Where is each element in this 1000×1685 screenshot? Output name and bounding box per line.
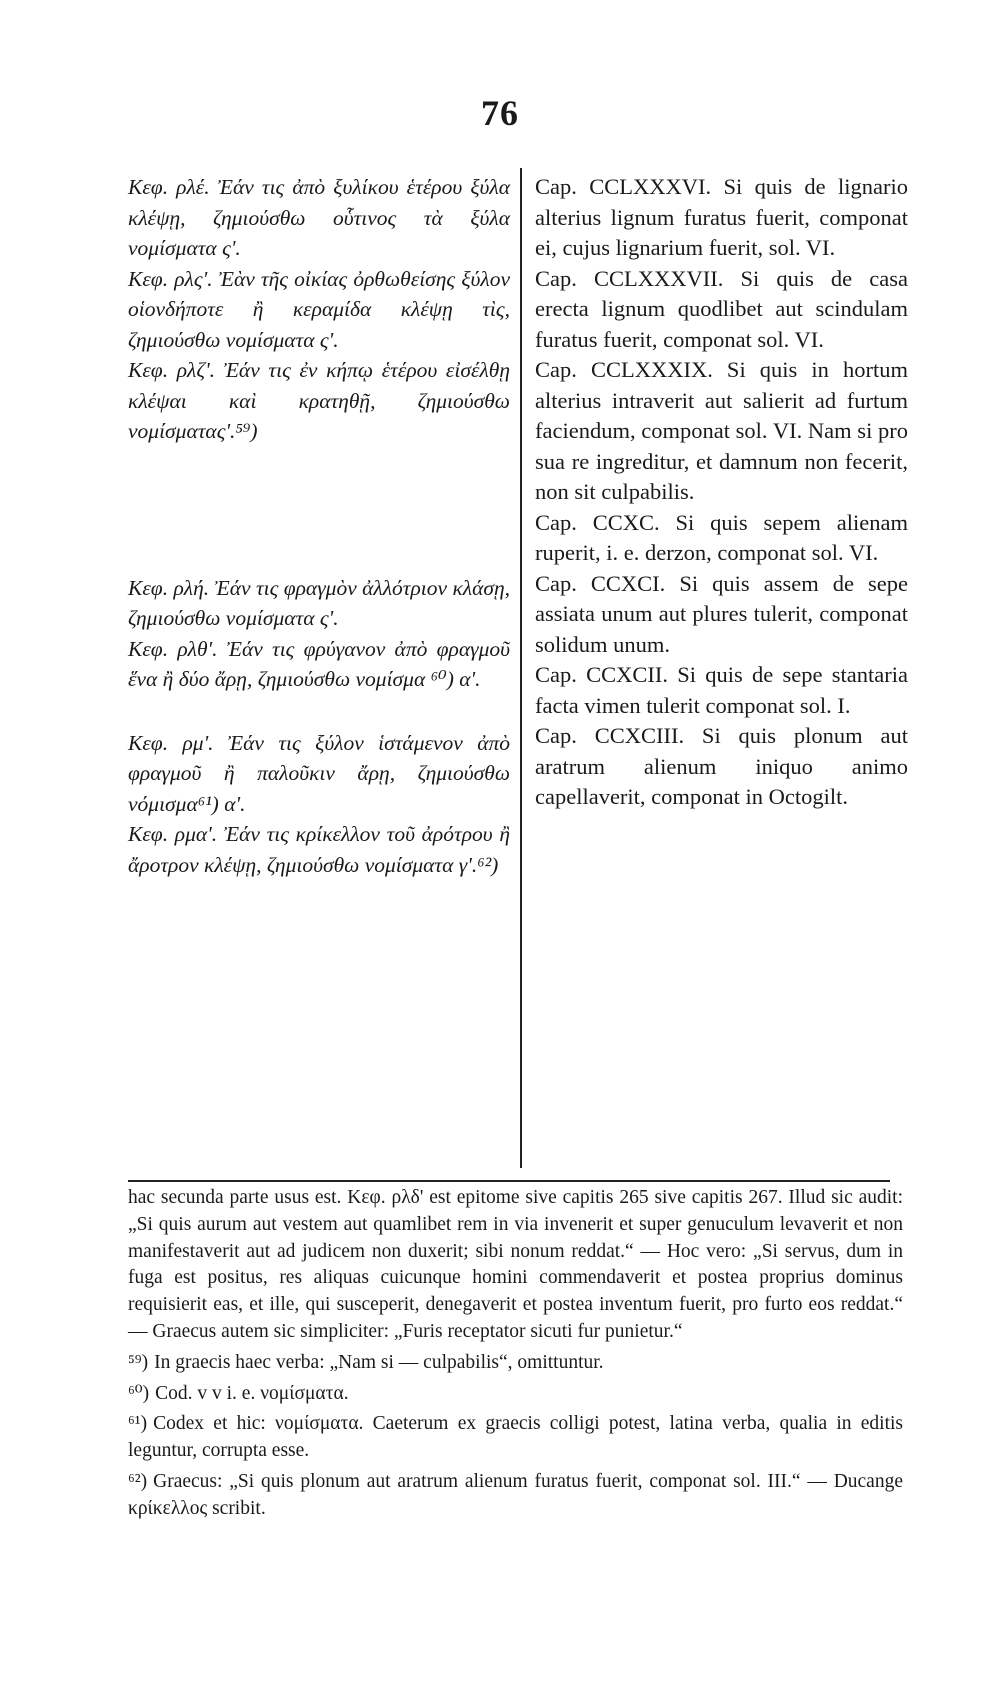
greek-paragraph-139: Κεφ. ρλθ'. Ἐάν τις φρύγανον ἀπὸ φραγμοῦ ἕνα ἢ δύο ἄρῃ, ζημιούσθω νομίσμα ⁶⁰) α'. [128, 636, 510, 691]
footnote-continuation: hac secunda parte usus est. Κεφ. ρλδ' est epitome sive capitis 265 sive capitis 267. Illud sic audit: „Si quis aurum aut vestem aut quamlibet rem in via invenerit et super genuculum levaverit et non manifestaverit aut ad judicem non duxerit; sibi nonum reddat.“ — Hoc vero: „Si servus, dum in fuga est positus, res aliquas cuicunque homini commendaverit et postea proprius dominus requisierit eas, et ille, qui susceperit, denegaverit et postea inventum fuerit, pro furto eos reddat.“ — Graecus autem sic simpliciter: „Furis receptator sicuti fur punietur.“ [128, 1187, 903, 1342]
latin-column [535, 172, 908, 813]
greek-paragraph-137: Κεφ. ρλζ'. Ἐάν τις ἐν κήπῳ ἑτέρου εἰσέλθῃ κλέψαι καὶ κρατηθῇ, ζημιούσθω νομίσματας'.⁵⁹) [128, 358, 510, 443]
latin-paragraph-292: Cap. CCXCII. Si quis de sepe stantaria facta vimen tulerit componat sol. I. [535, 662, 908, 718]
page-number: 76 [481, 93, 519, 133]
footnote-marker: ⁶⁰) [128, 1382, 150, 1404]
footnote-62 [128, 1469, 903, 1523]
greek-paragraph-136: Κεφ. ρλς'. Ἐὰν τῆς οἰκίας ὀρθωθείσης ξύλον οἱονδήποτε ἢ κεραμίδα κλέψῃ τὶς, ζημιούσθω νομίσματα ς'. [128, 266, 510, 352]
greek-paragraph-138: Κεφ. ρλή. Ἐάν τις φραγμὸν ἀλλότριον κλάσῃ, ζημιούσθω νομίσματα ς'. [128, 575, 511, 630]
footnote-61 [128, 1411, 903, 1465]
footnote-59 [128, 1350, 903, 1377]
column-divider [520, 168, 522, 1168]
footnote-text: In graecis haec verba: „Nam si — culpabilis“, omittuntur. [154, 1351, 604, 1373]
latin-paragraph-287: Cap. CCLXXXVII. Si quis de casa erecta lignum quodlibet aut scindulam furatus fuerit, componat sol. VI. [535, 265, 908, 352]
latin-paragraph-293: Cap. CCXCIII. Si quis plonum aut aratrum alienum iniquo animo capellaverit, componat in Octogilt. [535, 723, 908, 809]
greek-column [128, 172, 510, 880]
latin-paragraph-286: Cap. CCLXXXVI. Si quis de lignario alterius lignum furatus fuerit, componat ei, cujus lignarium fuerit, sol. VI. [535, 174, 908, 260]
footnote-marker: ⁶¹) [128, 1413, 148, 1435]
greek-column-gap [128, 695, 510, 728]
footnote-text: Graecus: „Si quis plonum aut aratrum alienum furatus fuerit, componat sol. III.“ — Ducange κρίκελλος scribit. [128, 1470, 903, 1519]
greek-paragraph-141: Κεφ. ρμα'. Ἐάν τις κρίκελλον τοῦ ἀρότρου ἢ ἄροτρον κλέψῃ, ζημιούσθω νομίσματα γ'.⁶²) [128, 822, 510, 877]
greek-paragraph-135: Κεφ. ρλέ. Ἐάν τις ἀπὸ ξυλίκου ἑτέρου ξύλα κλέψῃ, ζημιούσθω οὗτινος τὰ ξύλα νομίσματα ς'. [128, 175, 510, 260]
latin-paragraph-291: Cap. CCXCI. Si quis assem de sepe assiata unum aut plures tulerit, componat solidum unum. [535, 570, 908, 657]
footnote-text: Cod. v v i. e. νομίσματα. [155, 1382, 349, 1404]
footnote-rule [128, 1180, 890, 1182]
footnote-text: Codex et hic: νομίσματα. Caeterum ex graecis colligi potest, latina verba, qualia in editis leguntur, corrupta esse. [128, 1413, 903, 1462]
greek-column-gap [128, 447, 510, 573]
footnote-marker: ⁶²) [128, 1470, 148, 1492]
footnote-marker: ⁵⁹) [128, 1351, 149, 1373]
greek-paragraph-140: Κεφ. ρμ'. Ἐάν τις ξύλον ἱστάμενον ἀπὸ φραγμοῦ ἢ παλοῦκιν ἄρῃ, ζημιούσθω νόμισμα⁶¹) α'. [128, 730, 510, 816]
footnote-60 [128, 1381, 903, 1408]
latin-paragraph-290: Cap. CCXC. Si quis sepem alienam ruperit, i. e. derzon, componat sol. VI. [535, 509, 908, 565]
latin-paragraph-289: Cap. CCLXXXIX. Si quis in hortum alterius intraverit aut salierit ad furtum faciendum, componat sol. VI. Nam si pro sua re ingreditur, et damnum non fecerit, non sit culpabilis. [535, 357, 908, 504]
footnotes [128, 1185, 903, 1527]
